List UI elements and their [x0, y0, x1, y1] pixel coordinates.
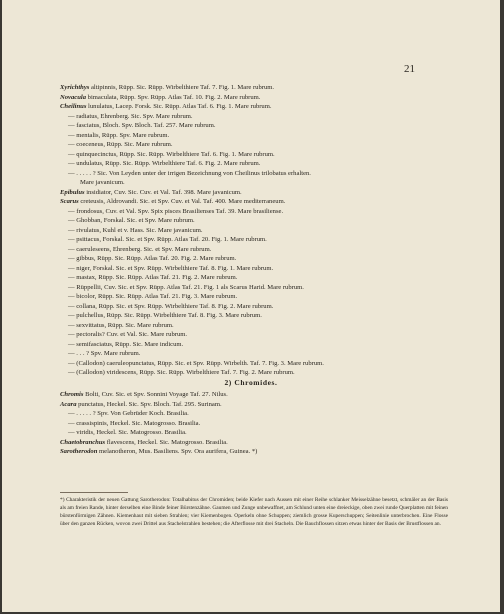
genus-name: Scarus: [60, 198, 79, 205]
entry-line: [60, 409, 440, 419]
genus-name: Novacula: [60, 93, 87, 101]
entry-line: [60, 131, 440, 141]
entry-text: — radiatus, Ehrenberg. Sic. Spv. Mare rubrum.: [68, 112, 193, 120]
entry-text: — Ghobban, Forskal. Sic. et Spv. Mare rubrum.: [68, 217, 195, 224]
entry-line: [60, 169, 440, 179]
entry-line: [60, 235, 440, 245]
entry-text: Mare javanicum.: [80, 179, 125, 186]
species-list-chromides: [60, 390, 440, 457]
entry-line: [60, 349, 440, 359]
entry-line: [60, 207, 440, 217]
entry-text: — undulatus, Rüpp. Sic. Rüpp. Wirbelthiere Taf. 6. Fig. 2. Mare rubrum.: [68, 160, 261, 167]
entry-line: [60, 197, 440, 207]
entry-text: — niger, Forskal. Sic. et Spv. Rüpp. Wirbelthiere Taf. 8. Fig. 1. Mare rubrum.: [68, 264, 274, 272]
genus-name: Chromis: [60, 391, 84, 398]
entry-text: — caeruleseens, Ehrenberg. Sic. et Spv. Mare rubrum.: [68, 245, 212, 253]
entry-line: [60, 159, 440, 169]
entry-line: [60, 302, 440, 312]
entry-line: [60, 178, 440, 188]
entry-line: [60, 368, 440, 378]
entry-line: [60, 400, 440, 410]
entry-line: [60, 273, 440, 283]
entry-line: [60, 102, 440, 112]
entry-text: — . . . . . ? Spv. Von Gebrüder Koch. Brasilia.: [68, 410, 189, 417]
entry-text: — viridis, Heckel. Sic. Matogrosso. Brasilia.: [68, 429, 187, 436]
entry-text: — collana, Rüpp. Sic. et Spv. Rüpp. Wirbelthiere Taf. 8. Fig. 2. Mare rubrum.: [68, 302, 274, 310]
entry-line: [60, 359, 440, 369]
entry-line: [60, 150, 440, 160]
entry-text: — semifasciatus, Rüpp. Sic. Mare indicum.: [68, 340, 184, 348]
entry-text: — bicolor, Rüpp. Sic. Rüpp. Atlas Taf. 21. Fig. 3. Mare rubrum.: [68, 293, 238, 300]
entry-text: creteusis, Aldrovandi. Sic. et Spv. Cuv. et Val. Taf. 400. Mare mediterraneum.: [78, 198, 286, 205]
entry-line: [60, 292, 440, 302]
section-title: 2) Chromides.: [224, 378, 278, 387]
entry-text: — psittacus, Forskal. Sic. et Spv. Rüpp. Atlas Taf. 20. Fig. 1. Mare rubrum.: [68, 236, 267, 243]
entry-line: [60, 83, 440, 93]
entry-text: — coeceneus, Rüpp. Sic. Mare rubrum.: [68, 141, 173, 148]
entry-text: bimaculata, Rüpp. Spv. Rüpp. Atlas Taf. 10. Fig. 2. Mare rubrum.: [86, 93, 261, 101]
entry-text: — fasciatus, Bloch. Spv. Bloch. Taf. 257. Mare rubrum.: [68, 122, 216, 129]
entry-line: [60, 390, 440, 400]
entry-line: [60, 112, 440, 122]
entry-text: — pectoralis? Cuv. et Val. Sic. Mare rubrum.: [68, 331, 188, 338]
entry-line: [60, 226, 440, 236]
entry-line: [60, 447, 440, 457]
entry-line: [60, 283, 440, 293]
entry-line: [60, 121, 440, 131]
entry-text: melanotheron, Mus. Basiliens. Spv. Ora aurifera, Guinea. *): [97, 448, 258, 455]
entry-line: [60, 264, 440, 274]
entry-text: insidiator, Cuv. Sic. Cuv. et Val. Taf. 398. Mare javanicum.: [84, 188, 242, 196]
entry-line: [60, 245, 440, 255]
entry-text: — (Callodon) caeruleopunctatus, Rüpp. Sic. et Spv. Rüpp. Wirbelth. Taf. 7. Fig. 3. Mare rubrum.: [68, 359, 324, 367]
genus-name: Xyrichthys: [60, 84, 90, 91]
footnote: *) Charakteristik der neuen Gattung Sarotherodon: Totalhabitus der Chromiden; beide Kiefer nach Aussen mit einer Reihe schlanker Meisselzähne besetzt, schmäler an der Basis als am freien Rande, hinter derselben eine Binde feiner Bürstenzähne. Gaumen und Zunge unbewaffnet, am Schlund unten eine dreieckige, oben zwei runde Querplatten mit feinen bürstenförmigen Zähnen. Kiemenhaut mit sieben Strahlen; vier Kiemenbogen. Operkeln ohne Schuppen; ziemlich grosse Kuperschuppen; Seitenlinie unterbrochen. Eine Flosse über den ganzen Rücken, wovon zwei Drittel aus Stachelstrahlen bestehen; die Afterflosse mit drei Stacheln. Die Bauchflossen sitzen etwas hinter der Basis der Brustflossen an.: [60, 497, 448, 528]
entry-line: [60, 330, 440, 340]
entry-text: — Rüppellii, Cuv. Sic. et Spv. Rüpp. Atlas Taf. 21. Fig. 1 als Scarus Harid. Mare rubrum.: [68, 283, 304, 291]
entry-line: [60, 438, 440, 448]
entry-line: [60, 428, 440, 438]
footnote-rule: [60, 492, 128, 493]
entry-text: — rivulatus, Kuhl et v. Hass. Sic. Mare javanicum.: [68, 226, 203, 234]
entry-line: [60, 216, 440, 226]
genus-name: Acara: [60, 400, 77, 408]
page-number: 21: [404, 63, 415, 75]
entry-text: — . . . . . ? Sic. Von Leyden unter der irrigen Bezeichnung von Cheilinus trilobatus erhalten.: [68, 169, 311, 177]
entry-line: [60, 340, 440, 350]
genus-name: Sarotherodon: [60, 448, 98, 455]
entry-text: lunulatus, Lacep. Forsk. Sic. Rüpp. Atlas Taf. 6. Fig. 1. Mare rubrum.: [86, 103, 272, 110]
entry-text: — mentalis, Rüpp. Spv. Mare rubrum.: [68, 131, 170, 139]
entry-line: [60, 188, 440, 198]
genus-name: Cheilinus: [60, 103, 87, 110]
genus-name: Chaetobranchus: [60, 438, 106, 446]
species-list: [60, 83, 440, 378]
entry-line: [60, 419, 440, 429]
entry-line: [60, 93, 440, 103]
entry-text: — quinquecinctus, Rüpp. Sic. Rüpp. Wirbelthiere Taf. 6. Fig. 1. Mare rubrum.: [68, 150, 275, 158]
entry-text: — (Callodon) viridescens, Rüpp. Sic. Rüpp. Wirbelthiere Taf. 7. Fig. 2. Mare rubrum.: [68, 369, 295, 376]
document-page: [2, 0, 500, 612]
entry-text: — gibbus, Rüpp. Sic. Rüpp. Atlas Taf. 20. Fig. 2. Mare rubrum.: [68, 255, 237, 262]
entry-text: — mastax, Rüpp. Sic. Rüpp. Atlas Taf. 21. Fig. 2. Mare rubrum.: [68, 274, 238, 281]
entry-text: — pulchellus, Rüpp. Sic. Rüpp. Wirbelthiere Taf. 8. Fig. 3. Mare rubrum.: [68, 312, 262, 319]
entry-line: [60, 321, 440, 331]
genus-name: Epibulus: [60, 188, 85, 196]
entry-text: punctatus, Heckel. Sic. Spv. Bloch. Taf. 295. Surinam.: [76, 400, 222, 408]
entry-line: [60, 140, 440, 150]
entry-text: — sexvittatus, Rüpp. Sic. Mare rubrum.: [68, 321, 174, 329]
entry-text: — . . . ? Spv. Mare rubrum.: [68, 350, 141, 357]
entry-line: [60, 311, 440, 321]
entry-text: Bolti, Cuv. Sic. et Spv. Sonnini Voyage Taf. 27. Nilus.: [83, 391, 228, 398]
entry-text: — frondosus, Cuv. et Val. Spv. Spix pisces Brasilienses Taf. 39. Mare brasiliense.: [68, 207, 284, 215]
entry-text: altipinnis, Rüpp. Sic. Rüpp. Wirbelthiere Taf. 7. Fig. 1. Mare rubrum.: [89, 84, 275, 91]
entry-line: [60, 254, 440, 264]
entry-text: flavescens, Heckel. Sic. Matogrosso. Brasilia.: [105, 438, 228, 446]
entry-text: — crassispinis, Heckel. Sic. Matogrosso. Brasilia.: [68, 419, 201, 427]
